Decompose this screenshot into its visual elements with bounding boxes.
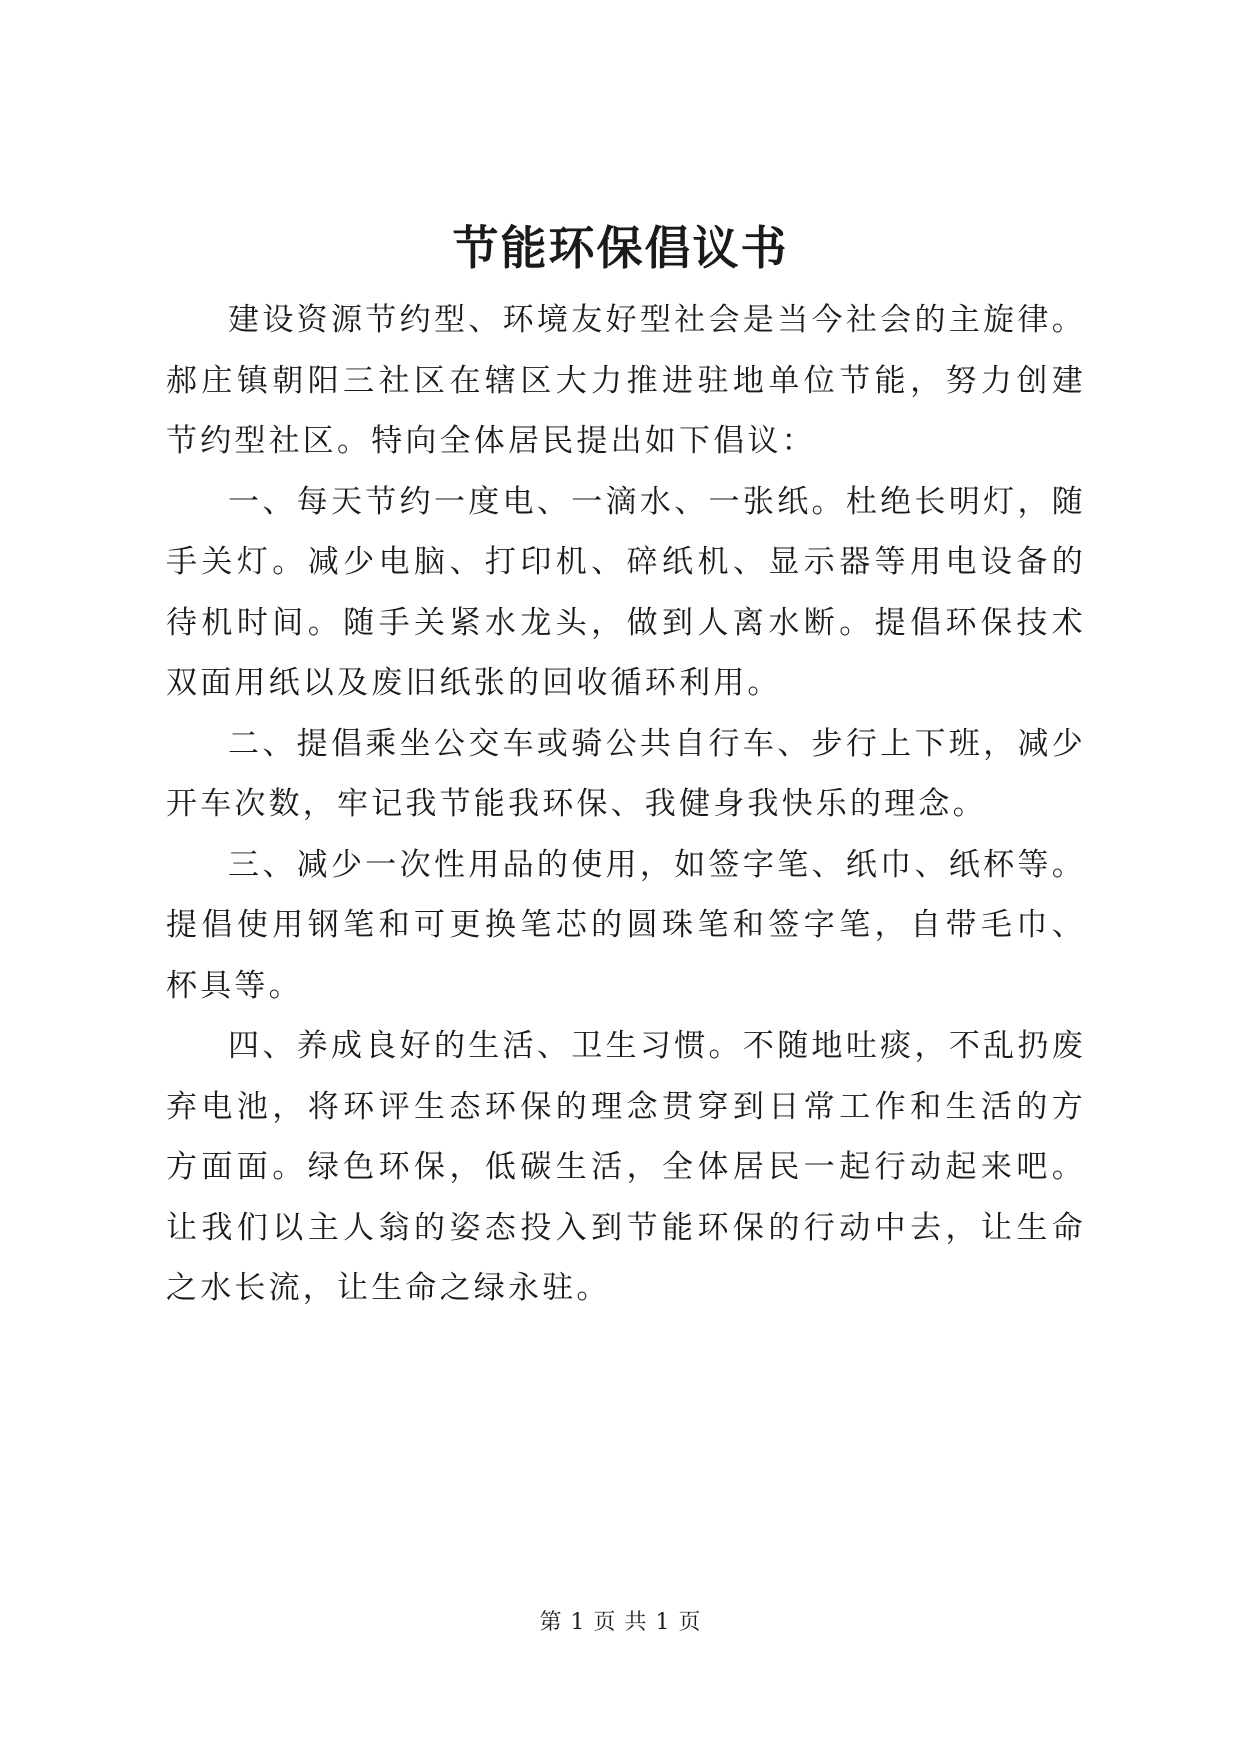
intro-paragraph: 建设资源节约型、环境友好型社会是当今社会的主旋律。郝庄镇朝阳三社区在辖区大力推进驻地单位节能，努力创建节约型社区。特向全体居民提出如下倡议： — [166, 302, 1086, 459]
page-footer: 第 1 页 共 1 页 — [539, 1610, 702, 1635]
document-title: 节能环保倡议书 — [452, 221, 789, 275]
proposal-paragraph-3: 三、减少一次性用品的使用，如签字笔、纸巾、纸杯等。提倡使用钢笔和可更换笔芯的圆珠笔和签字笔，自带毛巾、杯具等。 — [166, 846, 1086, 1004]
proposal-paragraph-1: 一、每天节约一度电、一滴水、一张纸。杜绝长明灯，随手关灯。减少电脑、打印机、碎纸机、显示器等用电设备的待机时间。随手关紧水龙头，做到人离水断。提倡环保技术双面用纸以及废旧纸张的回收循环利用。 — [166, 483, 1086, 701]
proposal-paragraph-2: 二、提倡乘坐公交车或骑公共自行车、步行上下班，减少开车次数，牢记我节能我环保、我健身我快乐的理念。 — [166, 725, 1086, 822]
proposal-paragraph-4: 四、养成良好的生活、卫生习惯。不随地吐痰，不乱扔废弃电池，将环评生态环保的理念贯穿到日常工作和生活的方方面面。绿色环保，低碳生活，全体居民一起行动起来吧。让我们以主人翁的姿态投入到节能环保的行动中去，让生命之水长流，让生命之绿永驻。 — [166, 1028, 1086, 1306]
document-body — [166, 290, 1086, 1319]
